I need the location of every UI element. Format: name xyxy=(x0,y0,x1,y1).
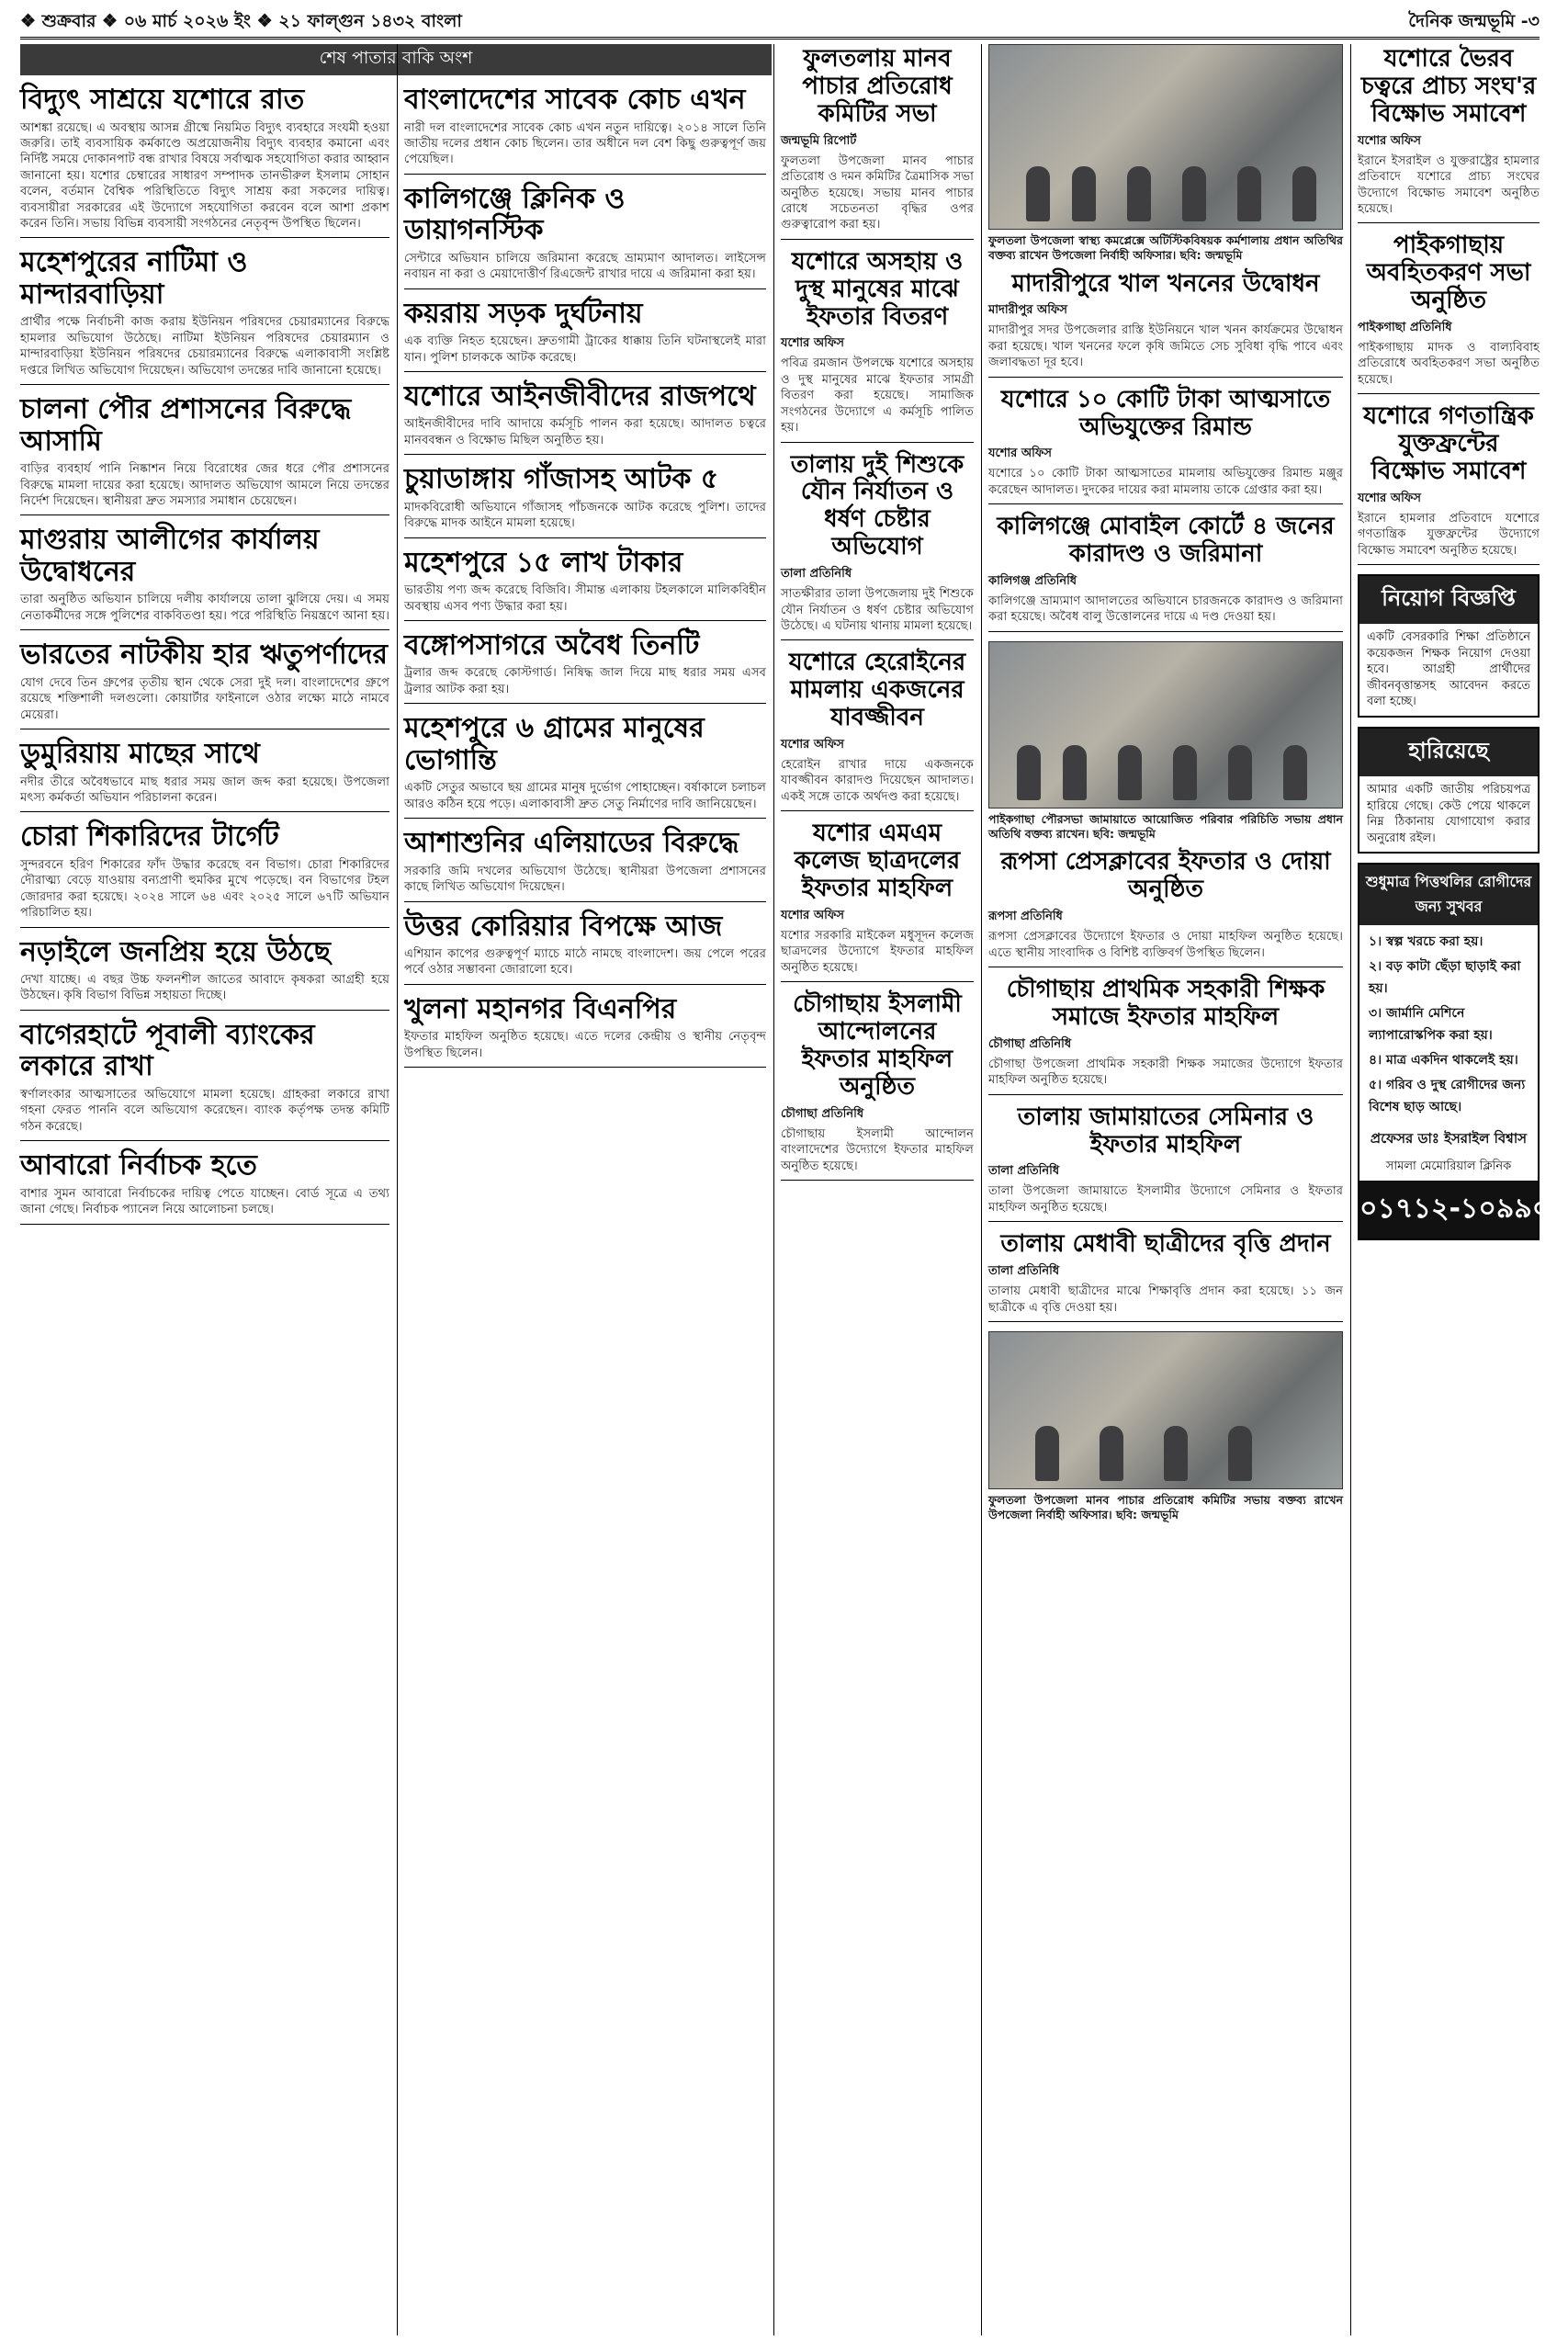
story-divider xyxy=(20,514,389,515)
news-story xyxy=(404,85,766,175)
lost-notice xyxy=(1358,727,1540,854)
news-story xyxy=(20,821,389,927)
story-headline: যশোরে অসহায় ও দুস্থ মানুষের মাঝে ইফতার বিতরণ xyxy=(791,247,964,331)
story-headline: যশোর এমএম কলেজ ছাত্রদলের ইফতার মাহফিল xyxy=(794,820,961,903)
news-story xyxy=(988,1231,1343,1322)
story-byline: চৌগাছা প্রতিনিধি xyxy=(988,1036,1072,1051)
story-headline: যশোরে ভৈরব চত্বরে প্রাচ্য সংঘ'র বিক্ষোভ সমাবেশ xyxy=(1360,45,1537,128)
news-photo xyxy=(988,641,1343,808)
job-ad xyxy=(1358,574,1540,718)
story-body: তারা অনুষ্ঠিত অভিযান চালিয়ে দলীয় কার্যালয়ে তালা ঝুলিয়ে দেয়। এ সময় নেতাকর্মীদের সঙ্গে পুলিশের বাকবিতণ্ডা হয়। পরে পরিস্থিতি নিয়ন্ত্রণে আনা হয়। xyxy=(20,593,389,623)
news-story xyxy=(20,85,389,238)
story-headline: মাদারীপুরে খাল খননের উদ্বোধন xyxy=(1011,269,1320,298)
story-body: একটি সেতুর অভাবে ছয় গ্রামের মানুষ দুর্ভোগ পোহাচ্ছেন। বর্ষাকালে চলাচল আরও কঠিন হয়ে পড়ে। এলাকাবাসী দ্রুত সেতু নির্মাণের দাবি জানিয়েছেন। xyxy=(404,781,766,811)
story-body: হেরোইন রাখার দায়ে একজনকে যাবজ্জীবন কারাদণ্ড দিয়েছেন আদালত। একই সঙ্গে তাকে অর্থদণ্ড করা হয়েছে। xyxy=(781,758,974,804)
story-byline: যশোর অফিস xyxy=(781,336,844,351)
story-headline: রূপসা প্রেসক্লাবের ইফতার ও দোয়া অনুষ্ঠিত xyxy=(1000,848,1331,904)
news-story xyxy=(781,46,974,240)
news-story xyxy=(781,452,974,641)
story-divider xyxy=(988,631,1343,632)
story-body: চৌগাছায় ইসলামী আন্দোলন বাংলাদেশের উদ্যোগে ইফতার মাহফিল অনুষ্ঠিত হয়েছে। xyxy=(781,1126,974,1173)
story-divider xyxy=(404,288,766,289)
column-2 xyxy=(404,83,766,2324)
story-headline: তালায় মেধাবী ছাত্রীদের বৃত্তি প্রদান xyxy=(1000,1230,1331,1259)
story-headline: মহেশপুরের নাটিমা ও মান্দারবাড়িয়া xyxy=(20,246,248,311)
story-headline: তালায় দুই শিশুকে যৌন নির্যাতন ও ধর্ষণ চেষ্টার অভিযোগ xyxy=(790,450,964,561)
story-headline: ডুমুরিয়ায় মাছের সাথে xyxy=(20,738,260,771)
story-headline: নড়াইলে জনপ্রিয় হয়ে উঠছে xyxy=(20,935,331,968)
story-body: কালিগঞ্জে ভ্রাম্যমাণ আদালতের অভিযানে চারজনকে কারাদণ্ড ও জরিমানা করা হয়েছে। অবৈধ বালু উত্তোলনের দায়ে এ দণ্ড দেওয়া হয়। xyxy=(988,594,1343,625)
story-body: ফুলতলা উপজেলা মানব পাচার প্রতিরোধ ও দমন কমিটির ত্রৈমাসিক সভা অনুষ্ঠিত হয়েছে। সভায় মানব পাচার রোধে সচেতনতা বৃদ্ধির ওপর গুরুত্বারোপ করা হয়। xyxy=(781,153,974,232)
story-headline: মহেশপুরে ১৫ লাখ টাকার xyxy=(404,546,683,579)
story-body: বাশার সুমন আবারো নির্বাচকের দায়িত্ব পেতে যাচ্ছেন। বোর্ড সূত্রে এ তথ্য জানা গেছে। নির্বাচক প্যানেল নিয়ে আলোচনা চলছে। xyxy=(20,1186,389,1217)
news-story xyxy=(781,820,974,982)
story-byline: তালা প্রতিনিধি xyxy=(781,567,852,582)
photo-caption: ফুলতলা উপজেলা স্বাস্থ্য কমপ্লেক্সে অটিস্টিকবিষয়ক কর্মশালায় প্রধান অতিথির বক্তব্য রাখেন উপজেলা নির্বাহী অফিসার। ছবি: জন্মভূমি xyxy=(988,233,1343,263)
story-divider xyxy=(781,442,974,443)
story-body: ভারতীয় পণ্য জব্দ করেছে বিজিবি। সীমান্ত এলাকায় টহলকালে মালিকবিহীন অবস্থায় এসব পণ্য উদ্ধার করা হয়। xyxy=(404,583,766,614)
story-headline: উত্তর কোরিয়ার বিপক্ষে আজ xyxy=(404,910,723,943)
story-divider xyxy=(20,1140,389,1141)
story-headline: তালায় জামায়াতের সেমিনার ও ইফতার মাহফিল xyxy=(1017,1102,1314,1159)
story-body: নদীর তীরে অবৈধভাবে মাছ ধরার সময় জাল জব্দ করা হয়েছে। উপজেলা মৎস্য কর্মকর্তা অভিযান পরিচালনা করেন। xyxy=(20,775,389,805)
story-body: দেখা যাচ্ছে। এ বছর উচ্চ ফলনশীল জাতের আবাদে কৃষকরা আগ্রহী হয়ে উঠছেন। কৃষি বিভাগ বিভিন্ন সহায়তা দিচ্ছে। xyxy=(20,973,389,1003)
news-story xyxy=(988,514,1343,632)
story-divider xyxy=(404,984,766,985)
story-body: মাদারীপুর সদর উপজেলার রাস্তি ইউনিয়নে খাল খনন কার্যক্রমের উদ্বোধন করা হয়েছে। খাল খননের ফলে কৃষি জমিতে সেচ সুবিধা বৃদ্ধি পাবে এবং জলাবদ্ধতা দূর হবে। xyxy=(988,323,1343,370)
story-divider xyxy=(404,620,766,621)
doctor-name: প্রফেসর ডাঃ ইসরাইল বিশ্বাস xyxy=(1370,1130,1528,1148)
story-body: যশোরে ১০ কোটি টাকা আত্মসাতের মামলায় অভিযুক্তের রিমান্ড মঞ্জুর করেছেন আদালত। দুদকের দায়ের করা মামলায় তাকে গ্রেপ্তার করা হয়। xyxy=(988,467,1343,497)
story-body: এশিয়ান কাপের গুরুত্বপূর্ণ ম্যাচে মাঠে নামছে বাংলাদেশ। জয় পেলে পরের পর্বে ওঠার সম্ভাবনা জোরালো হবে। xyxy=(404,947,766,978)
story-divider xyxy=(404,537,766,538)
story-body: মাদকবিরোধী অভিযানে গাঁজাসহ পাঁচজনকে আটক করেছে পুলিশ। তাদের বিরুদ্ধে মাদক আইনে মামলা হয়েছে। xyxy=(404,500,766,531)
story-headline: ভারতের নাটকীয় হার ঋতুপর্ণাদের xyxy=(20,639,388,672)
job-ad-body: একটি বেসরকারি শিক্ষা প্রতিষ্ঠানে কয়েকজন শিক্ষক নিয়োগ দেওয়া হবে। আগ্রহী প্রার্থীদের জীবনবৃত্তান্তসহ আবেদন করতে বলা হচ্ছে। xyxy=(1367,630,1530,709)
story-divider xyxy=(988,1221,1343,1222)
story-headline: যশোরে আইনজীবীদের রাজপথে xyxy=(404,379,756,413)
story-divider xyxy=(988,1094,1343,1095)
header-page-label: দৈনিক জন্মভূমি -৩ xyxy=(1408,11,1540,31)
story-divider xyxy=(404,1067,766,1068)
clinic-ad-list xyxy=(1359,931,1538,1118)
news-story xyxy=(988,977,1343,1095)
story-divider xyxy=(20,629,389,630)
story-body: যোগ দেবে তিন গ্রুপের তৃতীয় স্থান থেকে সেরা দুই দল। বাংলাদেশের গ্রুপে রয়েছে শক্তিশালী দলগুলো। কোয়ার্টার ফাইনালে ওঠার লক্ষ্যে মাঠে নামবে মেয়েরা। xyxy=(20,675,389,722)
story-body: আইনজীবীদের দাবি আদায়ে কর্মসূচি পালন করা হয়েছে। আদালত চত্বরে মানববন্ধন ও বিক্ষোভ মিছিল অনুষ্ঠিত হয়। xyxy=(404,417,766,447)
story-byline: পাইকগাছা প্রতিনিধি xyxy=(1358,321,1452,335)
news-photo xyxy=(988,1331,1343,1489)
job-ad-title: নিয়োগ বিজ্ঞপ্তি xyxy=(1359,576,1538,624)
story-body: তালায় মেধাবী ছাত্রীদের মাঝে শিক্ষাবৃত্তি প্রদান করা হয়েছে। ১১ জন ছাত্রীকে এ বৃত্তি দেওয়া হয়। xyxy=(988,1284,1343,1315)
column-divider xyxy=(773,44,774,2335)
news-story xyxy=(988,849,1343,967)
news-story xyxy=(20,639,389,729)
story-divider xyxy=(404,818,766,819)
story-divider xyxy=(988,377,1343,378)
news-story xyxy=(404,464,766,537)
story-body: প্রার্থীর পক্ষে নির্বাচনী কাজ করায় ইউনিয়ন পরিষদের চেয়ারম্যানের বিরুদ্ধে হামলার অভিযোগ উঠেছে। নাটিমা ইউনিয়ন পরিষদের চেয়ারম্যান ও মান্দারবাড়িয়া ইউনিয়ন পরিষদের চেয়ারম্যানের বিরুদ্ধে এলাকাবাসী সংশ্লিষ্ট দপ্তরে লিখিত অভিযোগ দিয়েছেন। অভিযোগ তদন্তের দাবি জানানো হয়েছে। xyxy=(20,315,389,378)
clinic-phone: ০১৭১২-১০৯৯০০ xyxy=(1359,1181,1538,1238)
column-4 xyxy=(988,44,1343,2332)
news-story xyxy=(988,387,1343,505)
column-1 xyxy=(20,83,389,2324)
story-headline: যশোরে হেরোইনের মামলায় একজনের যাবজ্জীবন xyxy=(788,649,966,732)
story-body: নারী দল বাংলাদেশের সাবেক কোচ এখন নতুন দায়িত্বে। ২০১৪ সালে তিনি জাতীয় দলের প্রধান কোচ ছিলেন। তার অধীনে দল বেশ কিছু গুরুত্বপূর্ণ জয় পেয়েছিল। xyxy=(404,120,766,167)
clinic-ad-item: ৩। জার্মানি মেশিনে ল্যাপারোস্কপিক করা হয়। xyxy=(1369,1006,1493,1044)
story-byline: যশোর অফিস xyxy=(1358,133,1421,148)
story-headline: চৌগাছায় প্রাথমিক সহকারী শিক্ষক সমাজে ইফতার মাহফিল xyxy=(1006,976,1325,1031)
story-headline: বাগেরহাটে পূবালী ব্যাংকের লকারে রাখা xyxy=(20,1018,315,1083)
news-story xyxy=(404,713,766,819)
story-body: ইরানে ইসরাইল ও যুক্তরাষ্ট্রের হামলার প্রতিবাদে যশোরে প্রাচ্য সংঘের উদ্যোগে বিক্ষোভ সমাবেশ অনুষ্ঠিত হয়েছে। xyxy=(1358,153,1540,216)
story-headline: যশোরে ১০ কোটি টাকা আত্মসাতে অভিযুক্তের রিমান্ড xyxy=(1000,385,1331,441)
story-byline: যশোর অফিস xyxy=(988,447,1052,461)
page-header xyxy=(20,9,1540,40)
news-story xyxy=(1358,232,1540,394)
story-headline: পাইকগাছায় অবহিতকরণ সভা অনুষ্ঠিত xyxy=(1366,232,1531,315)
photo-caption: ফুলতলা উপজেলা মানব পাচার প্রতিরোধ কমিটির সভায় বক্তব্য রাখেন উপজেলা নির্বাহী অফিসার। ছবি: জন্মভূমি xyxy=(988,1493,1343,1522)
story-divider xyxy=(404,454,766,455)
story-body: সেন্টারে অভিযান চালিয়ে জরিমানা করেছে ভ্রাম্যমাণ আদালত। লাইসেন্স নবায়ন না করা ও মেয়াদোত্তীর্ণ রিএজেন্ট রাখার দায়ে এ জরিমানা করা হয়। xyxy=(404,251,766,282)
story-byline: যশোর অফিস xyxy=(781,909,844,922)
photo-caption: পাইকগাছা পৌরসভা জামায়াতে আয়োজিত পরিবার পরিচিতি সভায় প্রধান অতিথি বক্তব্য রাখেন। ছবি: জন্মভূমি xyxy=(988,811,1343,842)
story-divider xyxy=(1358,564,1540,565)
news-story xyxy=(404,184,766,289)
news-story xyxy=(1358,46,1540,223)
story-body: এক ব্যক্তি নিহত হয়েছেন। দ্রুতগামী ট্রাকের ধাক্কায় তিনি ঘটনাস্থলেই মারা যান। পুলিশ চালককে আটক করেছে। xyxy=(404,334,766,365)
news-story xyxy=(20,525,389,630)
story-headline: আশাশুনির এলিয়াডের বিরুদ্ধে xyxy=(404,827,739,860)
news-story xyxy=(1358,403,1540,565)
news-story xyxy=(404,381,766,455)
story-headline: মহেশপুরে ৬ গ্রামের মানুষের ভোগান্তি xyxy=(404,712,705,776)
news-story xyxy=(988,271,1343,378)
story-divider xyxy=(20,237,389,238)
story-body: তালা উপজেলা জামায়াতে ইসলামীর উদ্যোগে সেমিনার ও ইফতার মাহফিল অনুষ্ঠিত হয়েছে। xyxy=(988,1184,1343,1215)
news-story xyxy=(20,394,389,515)
story-divider xyxy=(988,503,1343,504)
story-byline: চৌগাছা প্রতিনিধি xyxy=(781,1106,864,1121)
story-body: পাইকগাছায় মাদক ও বাল্যবিবাহ প্রতিরোধে অবহিতকরণ সভা অনুষ্ঠিত হয়েছে। xyxy=(1358,341,1540,387)
news-story xyxy=(20,937,389,1011)
story-divider xyxy=(781,981,974,982)
story-body: আশঙ্কা রয়েছে। এ অবস্থায় আসন্ন গ্রীষ্মে নিয়মিত বিদ্যুৎ ব্যবহারে সংযমী হওয়া জরুরি। তাই ব্যবসায়িক কর্মকাণ্ডে অপ্রয়োজনীয় বিদ্যুৎ ব্যবহার কমানো এবং নির্দিষ্ট সময়ে দোকানপাট বন্ধ রাখার বিষয়ে সর্বাত্মক সহযোগিতা করার আহ্বান জানানো হয়। যশোর চেম্বারের সাধারণ সম্পাদক তানভীরুল ইসলাম সোহান বলেন, বর্তমান বৈশ্বিক পরিস্থিতিতে বিদ্যুৎ সাশ্রয় করা সকলের দায়িত্ব। ব্যবসায়ীরা সরকারের এই উদ্যোগে সহযোগিতা করবেন বলে আশা প্রকাশ করেন তিনি। সভায় বিভিন্ন ব্যবসায়ী সংগঠনের নেতৃবৃন্দ উপস্থিত ছিলেন। xyxy=(20,120,389,232)
news-story xyxy=(20,1150,389,1224)
news-story xyxy=(404,911,766,985)
story-body: সুন্দরবনে হরিণ শিকারের ফাঁদ উদ্ধার করেছে বন বিভাগ। চোরা শিকারিদের দৌরাত্ম্য বেড়ে যাওয়ায় বন্যপ্রাণী হুমকির মুখে পড়েছে। বন বিভাগের টহল জোরদার করা হয়েছে। ২০২৪ সালে ৬৪ এবং ২০২৫ সালে ৬৭টি অভিযান পরিচালিত হয়। xyxy=(20,857,389,921)
story-byline: জন্মভূমি রিপোর্ট xyxy=(781,133,857,148)
story-headline: খুলনা মহানগর বিএনপির xyxy=(404,992,677,1025)
story-headline: চৌগাছায় ইসলামী আন্দোলনের ইফতার মাহফিল অনুষ্ঠিত xyxy=(793,990,962,1101)
story-divider xyxy=(1358,222,1540,223)
clinic-ad-item: ১। স্বল্প খরচে করা হয়। xyxy=(1369,934,1483,950)
news-story xyxy=(404,630,766,704)
story-divider xyxy=(781,810,974,811)
story-divider xyxy=(781,239,974,240)
clinic-ad-item: ২। বড় কাটা ছেঁড়া ছাড়াই করা হয়। xyxy=(1369,959,1521,997)
story-headline: ফুলতলায় মানব পাচার প্রতিরোধ কমিটির সভা xyxy=(802,45,953,128)
story-body: ইফতার মাহফিল অনুষ্ঠিত হয়েছে। এতে দলের কেন্দ্রীয় ও স্থানীয় নেতৃবৃন্দ উপস্থিত ছিলেন। xyxy=(404,1030,766,1060)
news-story xyxy=(20,739,389,812)
clinic-name: সামলা মেমোরিয়াল ক্লিনিক xyxy=(1385,1159,1512,1174)
story-headline: চালনা পৌর প্রশাসনের বিরুদ্ধে আসামি xyxy=(20,393,352,458)
news-story xyxy=(20,247,389,385)
news-story xyxy=(20,1020,389,1141)
news-photo xyxy=(988,44,1343,230)
clinic-ad-item: ৪। মাত্র একদিন থাকলেই হয়। xyxy=(1369,1053,1518,1069)
story-byline: যশোর অফিস xyxy=(781,738,844,752)
story-byline: মাদারীপুর অফিস xyxy=(988,303,1068,318)
news-story xyxy=(781,991,974,1181)
story-headline: চুয়াডাঙ্গায় গাঁজাসহ আটক ৫ xyxy=(404,463,719,496)
story-byline: তালা প্রতিনিধি xyxy=(988,1264,1060,1279)
story-byline: তালা প্রতিনিধি xyxy=(988,1164,1060,1179)
story-divider xyxy=(404,371,766,372)
clinic-ad-item: ৫। গরিব ও দুস্থ রোগীদের জন্য বিশেষ ছাড় আছে। xyxy=(1369,1078,1526,1115)
story-byline: যশোর অফিস xyxy=(1358,491,1421,505)
story-divider xyxy=(20,811,389,812)
story-byline: রূপসা প্রতিনিধি xyxy=(988,910,1063,924)
story-body: রূপসা প্রেসক্লাবের উদ্যোগে ইফতার ও দোয়া মাহফিল অনুষ্ঠিত হয়েছে। এতে স্থানীয় সাংবাদিক ও বিশিষ্ট ব্যক্তিবর্গ উপস্থিত ছিলেন। xyxy=(988,930,1343,960)
story-divider xyxy=(1358,393,1540,394)
story-divider xyxy=(404,901,766,902)
story-headline: আবারো নির্বাচক হতে xyxy=(20,1149,257,1182)
header-date: ❖ শুক্রবার ❖ ০৬ মার্চ ২০২৬ ইং ❖ ২১ ফাল্গুন ১৪৩২ বাংলা xyxy=(20,11,462,31)
lost-notice-title: হারিয়েছে xyxy=(1359,729,1538,776)
story-headline: বঙ্গোপসাগরে অবৈধ তিনটি xyxy=(404,628,700,662)
story-headline: কালিগঞ্জে মোবাইল কোর্টে ৪ জনের কারাদণ্ড ও জরিমানা xyxy=(997,513,1335,569)
story-divider xyxy=(781,1180,974,1181)
column-divider xyxy=(981,44,982,2335)
column-divider xyxy=(1350,44,1351,2335)
story-byline: কালিগঞ্জ প্রতিনিধি xyxy=(988,574,1077,589)
news-story xyxy=(404,994,766,1068)
story-body: স্বর্ণালংকার আত্মসাতের অভিযোগে মামলা হয়েছে। গ্রাহকরা লকারে রাখা গহনা ফেরত পাননি বলে অভিযোগ করেছেন। ব্যাংক কর্তৃপক্ষ তদন্ত কমিটি গঠন করেছে। xyxy=(20,1087,389,1134)
story-headline: বিদ্যুৎ সাশ্রয়ে যশোরে রাত xyxy=(20,84,305,116)
column-divider xyxy=(397,44,398,2335)
story-divider xyxy=(20,384,389,385)
story-body: ইরানে হামলার প্রতিবাদে যশোরে গণতান্ত্রিক যুক্তফ্রন্টের উদ্যোগে বিক্ষোভ সমাবেশ অনুষ্ঠিত হয়েছে। xyxy=(1358,511,1540,558)
clinic-ad-title: শুধুমাত্র পিত্তথলির রোগীদের জন্য সুখবর xyxy=(1359,865,1538,925)
story-headline: চোরা শিকারিদের টার্গেট xyxy=(20,820,279,854)
story-body: পবিত্র রমজান উপলক্ষে যশোরে অসহায় ও দুস্থ মানুষের মাঝে ইফতার সামগ্রী বিতরণ করা হয়েছে। সামাজিক সংগঠনের উদ্যোগে এ কর্মসূচি পালিত হয়। xyxy=(781,356,974,435)
story-headline: বাংলাদেশের সাবেক কোচ এখন xyxy=(404,84,746,116)
clinic-ad xyxy=(1358,863,1568,1240)
story-headline: যশোরে গণতান্ত্রিক যুক্তফ্রন্টের বিক্ষোভ সমাবেশ xyxy=(1363,402,1534,486)
lost-notice-body: আমার একটি জাতীয় পরিচয়পত্র হারিয়ে গেছে। কেউ পেয়ে থাকলে নিম্ন ঠিকানায় যোগাযোগ করার অনুরোধ রইল। xyxy=(1367,782,1530,845)
story-headline: মাগুরায় আলীগের কার্যালয় উদ্বোধনের xyxy=(20,524,320,588)
news-story xyxy=(781,249,974,443)
story-body: ট্রলার জব্দ করেছে কোস্টগার্ড। নিষিদ্ধ জাল দিয়ে মাছ ধরার সময় এসব ট্রলার আটক করা হয়। xyxy=(404,666,766,696)
section-banner: শেষ পাতার বাকি অংশ xyxy=(20,44,772,75)
story-divider xyxy=(20,1224,389,1225)
story-body: বাড়ির ব্যবহার্য পানি নিষ্কাশন নিয়ে বিরোধের জের ধরে পৌর প্রশাসনের বিরুদ্ধে মামলা দায়ের করা হয়েছে। আদালত অভিযোগ আমলে নিয়ে তদন্তের নির্দেশ দিয়েছেন। স্থানীয়রা দ্রুত সমস্যার সমাধান চেয়েছেন। xyxy=(20,462,389,508)
story-divider xyxy=(20,927,389,928)
news-story xyxy=(404,548,766,621)
news-story xyxy=(988,1104,1343,1223)
story-headline: কয়রায় সড়ক দুর্ঘটনায় xyxy=(404,297,643,330)
story-body: সাতক্ষীরার তালা উপজেলায় দুই শিশুকে যৌন নির্যাতন ও ধর্ষণ চেষ্টার অভিযোগ উঠেছে। এ ঘটনায় থানায় মামলা হয়েছে। xyxy=(781,587,974,633)
column-5 xyxy=(1358,44,1568,2332)
story-divider xyxy=(404,703,766,704)
story-divider xyxy=(404,174,766,175)
story-headline: কালিগঞ্জে ক্লিনিক ও ডায়াগনস্টিক xyxy=(404,182,626,247)
news-story xyxy=(404,299,766,372)
news-story xyxy=(404,828,766,901)
story-body: চৌগাছা উপজেলা প্রাথমিক সহকারী শিক্ষক সমাজের উদ্যোগে ইফতার মাহফিল অনুষ্ঠিত হয়েছে। xyxy=(988,1057,1343,1088)
story-body: যশোর সরকারি মাইকেল মধুসূদন কলেজ ছাত্রদলের উদ্যোগে ইফতার মাহফিল অনুষ্ঠিত হয়েছে। xyxy=(781,929,974,975)
story-divider xyxy=(988,1321,1343,1322)
news-story xyxy=(781,650,974,811)
column-3 xyxy=(781,44,974,2332)
story-body: সরকারি জমি দখলের অভিযোগ উঠেছে। স্থানীয়রা উপজেলা প্রশাসনের কাছে লিখিত অভিযোগ দিয়েছেন। xyxy=(404,864,766,895)
story-divider xyxy=(781,639,974,640)
story-divider xyxy=(20,1010,389,1011)
